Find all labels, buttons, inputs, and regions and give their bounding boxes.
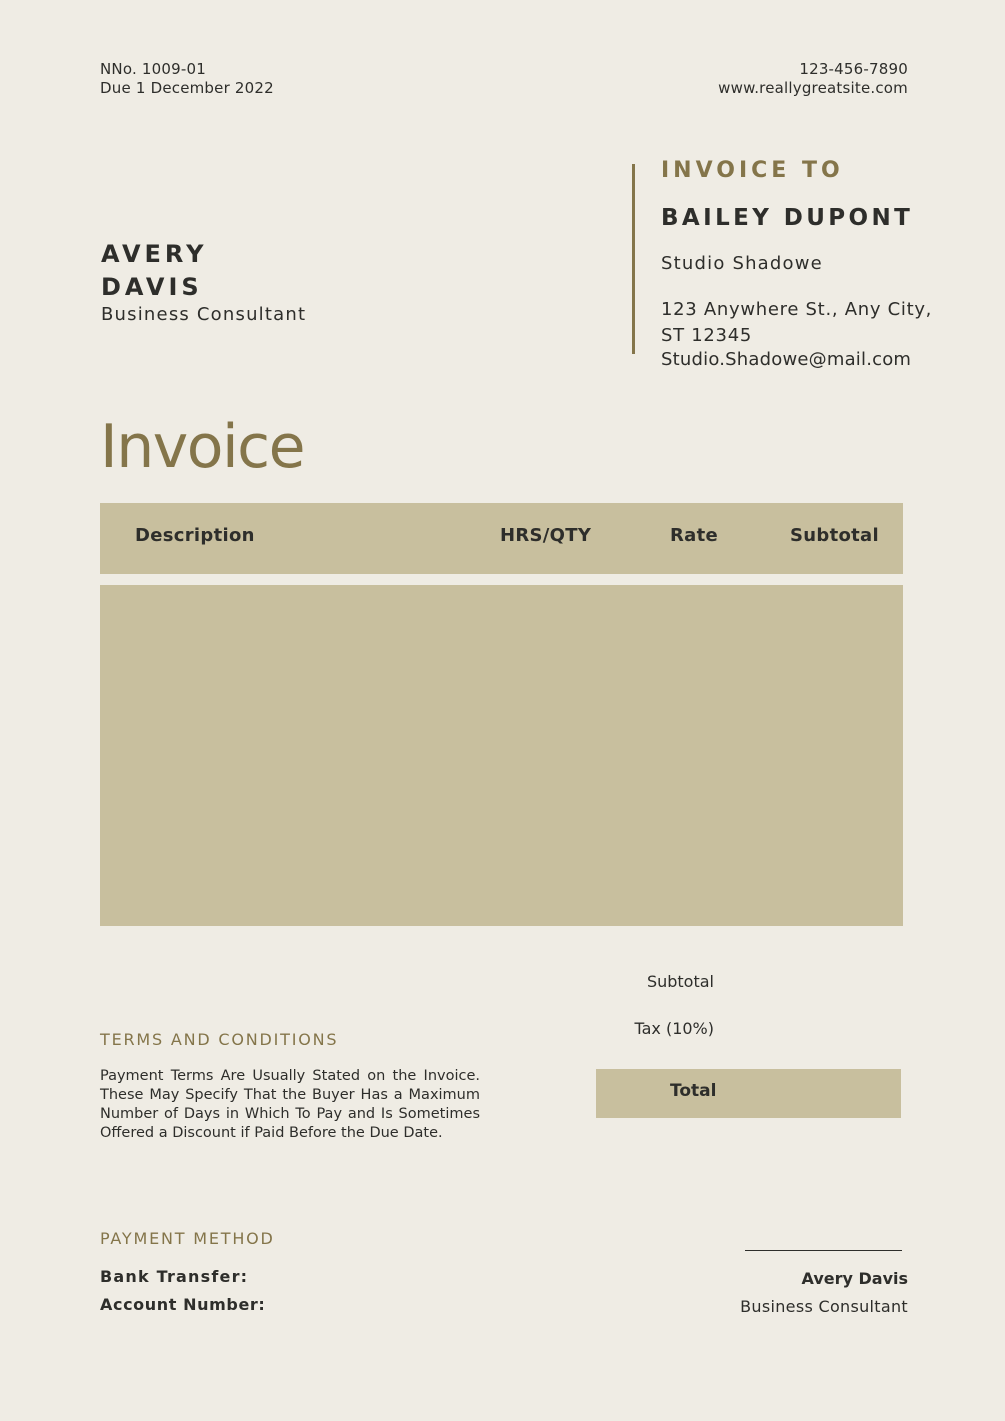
col-hrs-qty: HRS/QTY [500,525,592,546]
signature-line [745,1250,902,1251]
sender-first-name: AVERY [101,240,208,268]
tax-label: Tax (10%) [634,1019,714,1038]
due-date: Due 1 December 2022 [100,79,274,97]
signature-name: Avery Davis [801,1269,908,1288]
subtotal-label: Subtotal [646,972,714,991]
recipient-divider [632,164,635,354]
total-row [596,1069,901,1118]
sender-role: Business Consultant [101,304,307,325]
recipient-name: BAILEY DUPONT [661,205,914,231]
sender-last-name: DAVIS [101,273,203,301]
terms-text: Payment Terms Are Usually Stated on the Invoice. These May Specify That the Buyer Has a Maximum Number of Days in Which To Pay and Is Sometimes Offered a Discount if Paid Before the Due Date. [100,1068,480,1141]
address-line-1: 123 Anywhere St., Any City, [661,299,933,320]
payment-heading: PAYMENT METHOD [100,1229,275,1248]
table-body [100,585,903,926]
recipient-company: Studio Shadowe [661,253,823,274]
signature-role: Business Consultant [740,1297,908,1316]
col-description: Description [135,525,255,546]
phone-number: 123-456-7890 [799,60,908,78]
account-number-label: Account Number: [100,1295,266,1314]
col-rate: Rate [670,525,719,546]
recipient-address [661,297,932,349]
page-title: Invoice [100,412,305,482]
invoice-to-heading: INVOICE TO [661,158,844,183]
invoice-number: NNo. 1009-01 [100,60,206,78]
terms-heading: TERMS AND CONDITIONS [100,1030,339,1049]
table-header [100,503,903,574]
total-label: Total [670,1081,717,1101]
sender-block [101,238,306,325]
website: www.reallygreatsite.com [718,79,908,97]
recipient-email: Studio.Shadowe@mail.com [661,349,912,370]
address-line-2: ST 12345 [661,325,753,346]
col-subtotal: Subtotal [790,525,879,546]
bank-transfer-label: Bank Transfer: [100,1267,249,1286]
